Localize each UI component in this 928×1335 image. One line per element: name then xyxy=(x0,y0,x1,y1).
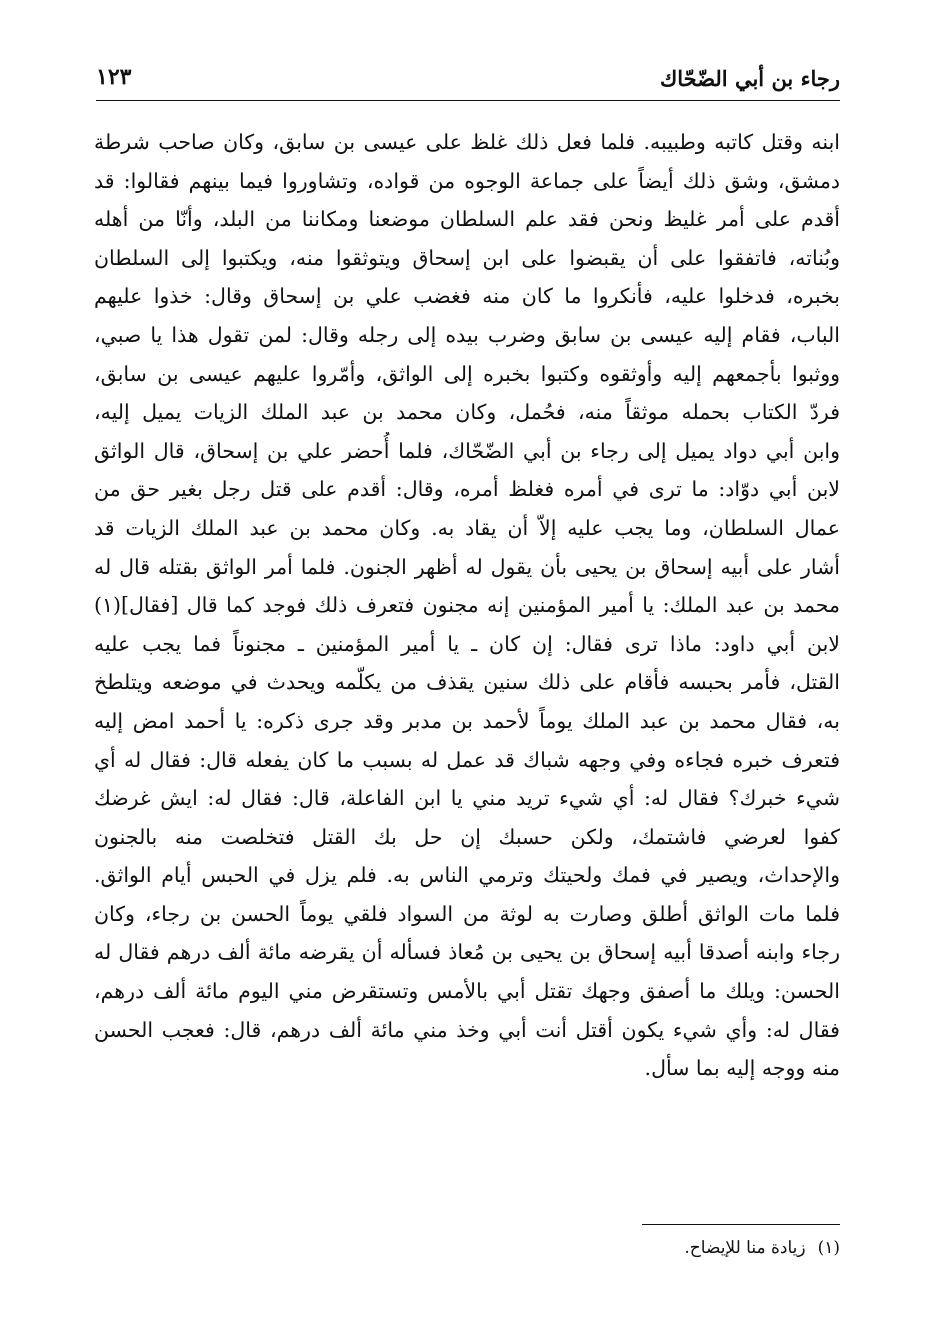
text-line: منه ووجه إليه بما سأل. xyxy=(644,1056,840,1081)
text-line: الحسن: ويلك ما أصفق وجهك تقتل أبي بالأمس وتستقرض مني اليوم مائة ألف درهم، xyxy=(94,979,840,1004)
text-line: فقال له: وأي شيء يكون أقتل أنت أبي وخذ مني مائة ألف درهم، قال: فعجب الحسن xyxy=(94,1017,840,1042)
text-line: فردّ الكتاب بحمله موثقاً منه، فحُمل، وكان محمد بن عبد الملك الزيات يميل إليه، xyxy=(94,400,840,425)
footnote-marker: (١) xyxy=(817,1238,840,1258)
running-title: رجاء بن أبي الضّحّاك xyxy=(659,66,840,91)
text-line: رجاء وابنه أصدقا أبيه إسحاق بن يحيى بن مُعاذ فسأله أن يقرضه مائة ألف درهم فقال له xyxy=(94,940,840,965)
text-line: شيء خبرك؟ فقال له: أي شيء تريد مني يا ابن الفاعلة، قال: فقال له: ايش غرضك xyxy=(94,786,840,811)
body-text xyxy=(94,123,840,1088)
header-rule xyxy=(96,100,840,101)
text-line: وابن أبي دواد يميل إلى رجاء بن أبي الضّحّاك، فلما أُحضر علي بن إسحاق، قال الواثق xyxy=(94,438,840,463)
text-line: وبُناته، فاتفقوا على أن يقبضوا على ابن إسحاق ويتوثقوا منه، ويكتبوا إلى السلطان xyxy=(94,245,840,270)
text-line: دمشق، وشق ذلك أيضاً على جماعة الوجوه من قواده، وتشاوروا فيما بينهم فقالوا: قد xyxy=(94,168,840,193)
text-line: فتعرف خبره فجاءه وفي وجهه شباك قد عمل له بسبب ما كان يفعله قال: فقال له أي xyxy=(94,747,840,772)
text-line: به، فقال محمد بن عبد الملك يوماً لأحمد بن مدبر وقد جرى ذكره: يا أحمد امض إليه xyxy=(94,708,840,733)
footnote-text: زيادة منا للإيضاح. xyxy=(684,1238,806,1258)
footnote-rule xyxy=(642,1224,840,1225)
text-line: كفوا لعرضي فاشتمك، ولكن حسبك إن حل بك القتل فتخلصت منه بالجنون xyxy=(94,824,840,849)
text-line: عمال السلطان، وما يجب عليه إلاّ أن يقاد به. وكان محمد بن عبد الملك الزيات قد xyxy=(94,515,840,540)
text-line: والإحداث، ويصير في فمك ولحيتك وترمي الناس به. فلم يزل في الحبس أيام الواثق. xyxy=(94,863,840,888)
text-line: ابنه وقتل كاتبه وطبيبه. فلما فعل ذلك غلظ على عيسى بن سابق، وكان صاحب شرطة xyxy=(94,130,840,154)
text-line: محمد بن عبد الملك: يا أمير المؤمنين إنه مجنون فتعرف ذلك فوجد كما قال [فقال](١) xyxy=(94,593,840,618)
text-line: ووثبوا بأجمعهم إليه وأوثقوه وكتبوا بخبره إلى الواثق، وأمّروا عليهم عيسى بن سابق، xyxy=(94,361,840,386)
text-line: الباب، فقام إليه عيسى بن سابق وضرب بيده إلى رجله وقال: لمن تقول هذا يا صبي، xyxy=(94,322,840,347)
text-line: أقدم على أمر غليظ ونحن فقد علم السلطان موضعنا ومكاننا من البلد، وأنّا من أهله xyxy=(94,207,840,232)
footnote xyxy=(400,1238,840,1258)
text-line: لابن أبي داود: ماذا ترى فقال: إن كان ـ يا أمير المؤمنين ـ مجنوناً فما يجب عليه xyxy=(94,631,840,656)
text-line: أشار على أبيه إسحاق بن يحيى بأن يقول له أظهر الجنون. فلما أمر الواثق بقتله قال له xyxy=(94,554,840,579)
page-header xyxy=(96,62,840,98)
page-number: ١٢٣ xyxy=(96,64,132,90)
text-line: القتل، فأمر بحبسه فأقام على ذلك سنين يقذف من يكلّمه ويحدث في موضعه ويتلطخ xyxy=(94,670,840,695)
text-line: بخبره، فدخلوا عليه، فأنكروا ما كان منه فغضب علي بن إسحاق وقال: خذوا عليهم xyxy=(94,284,840,309)
text-line: فلما مات الواثق أطلق وصارت به لوثة من السواد فلقي يوماً الحسن بن رجاء، وكان xyxy=(94,901,840,926)
text-line: لابن أبي دوّاد: ما ترى في أمره فغلظ أمره، وقال: أقدم على قتل رجل بغير حق من xyxy=(94,477,840,502)
